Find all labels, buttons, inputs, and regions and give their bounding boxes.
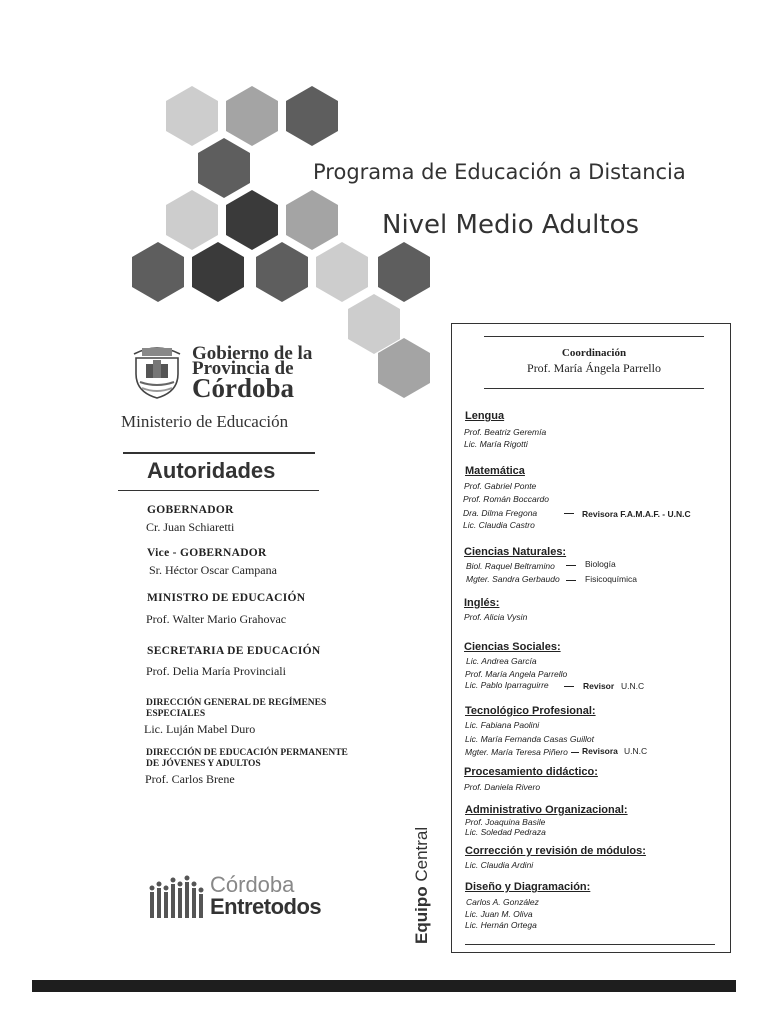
soc-member-2: Prof. María Angela Parrello [465,669,568,679]
coat-of-arms-icon [128,344,186,400]
nat-area-2: Fisicoquímica [585,574,637,584]
hexagon-shape [132,242,184,302]
nat-member-2: Mgter. Sandra Gerbaudo [466,574,560,584]
gov-line-2: Provincia de [192,358,294,379]
team-vertical-label [412,827,432,944]
team-vertical-bold: Equipo [412,886,431,944]
hexagon-shape [166,190,218,250]
program-title: Programa de Educación a Distancia [313,160,686,184]
gov-line-1: Gobierno de la [192,343,313,364]
nat-area-1: Biología [585,559,616,569]
section-sociales: Ciencias Sociales: [464,641,561,653]
depja-role-line-1: DIRECCIÓN DE EDUCACIÓN PERMANENTE [146,748,348,758]
dgre-name: Lic. Luján Mabel Duro [144,722,256,736]
hexagon-shape [166,86,218,146]
hexagon-shape [378,242,430,302]
ing-member-1: Prof. Alicia Vysin [464,612,528,622]
dis-member-2: Lic. Juan M. Oliva [465,909,533,919]
logo-cordoba: Córdoba [210,872,295,897]
dis-member-1: Carlos A. González [466,897,539,907]
mat-member-1: Prof. Gabriel Ponte [464,481,537,491]
ministry-name: Ministerio de Educación [121,412,289,431]
section-naturales: Ciencias Naturales: [464,546,567,558]
divider-line [465,944,715,945]
soc-member-3: Lic. Pablo Iparraguirre [465,680,549,690]
depja-role-line-2: DE JÓVENES Y ADULTOS [146,759,261,769]
government-logo [128,344,328,404]
tec-revisora-unc: U.N.C [624,746,648,756]
bars-icon [148,874,206,918]
level-title: Nivel Medio Adultos [382,210,640,240]
gov-line-3: Córdoba [192,373,295,403]
dash [564,686,574,687]
section-procesamiento: Procesamiento didáctico: [464,766,598,778]
dgre-role-line-1: DIRECCIÓN GENERAL DE REGÍMENES [146,698,327,708]
hexagon-shape [316,242,368,302]
depja-name: Prof. Carlos Brene [145,772,235,786]
coordination-name: Prof. María Ángela Parrello [527,361,661,375]
hexagon-shape [256,242,308,302]
tec-member-1: Lic. Fabiana Paolini [465,720,540,730]
section-ingles: Inglés: [464,597,500,609]
lengua-member-2: Lic. María Rigotti [464,439,528,449]
logo-todos: todos [263,894,322,919]
hexagon-shape [226,190,278,250]
footer-bar [32,980,736,992]
dash [566,565,576,566]
secretaria-role: SECRETARIA DE EDUCACIÓN [147,645,321,657]
mat-member-3: Dra. Dilma Fregona [463,508,538,518]
soc-revisor-unc: U.N.C [621,681,645,691]
divider-line [484,336,704,337]
adm-member-2: Lic. Soledad Pedraza [465,827,546,837]
tec-revisora: Revisora [582,746,618,756]
ministro-role: MINISTRO DE EDUCACIÓN [147,592,306,604]
section-diseno: Diseño y Diagramación: [465,881,591,893]
soc-member-1: Lic. Andrea García [466,656,537,666]
secretaria-name: Prof. Delia María Provinciali [146,664,286,678]
coordination-title: Coordinación [561,347,627,359]
logo-entretodos [210,894,321,920]
soc-revisor: Revisor [583,681,615,691]
section-administrativo: Administrativo Organizacional: [465,804,628,816]
hexagon-shape [192,242,244,302]
dash [571,752,579,753]
mat-member-2: Prof. Román Boccardo [463,494,549,504]
divider-line [118,490,319,491]
hexagon-shape [286,190,338,250]
tec-member-3: Mgter. María Teresa Piñero [465,747,568,757]
hexagon-shape [286,86,338,146]
team-vertical-light: Central [412,826,431,882]
vice-role: Vice - GOBERNADOR [147,547,267,559]
nat-member-1: Biol. Raquel Beltramino [466,561,555,571]
mat-revisora: Revisora F.A.M.A.F. - U.N.C [582,509,691,519]
corr-member-1: Lic. Claudia Ardini [465,860,534,870]
dis-member-3: Lic. Hernán Ortega [465,920,537,930]
authorities-title: Autoridades [147,458,276,483]
dash [566,580,576,581]
ministro-name: Prof. Walter Mario Grahovac [146,612,287,626]
dash [564,513,574,514]
gobernador-name: Cr. Juan Schiaretti [146,520,235,534]
vice-name: Sr. Héctor Oscar Campana [149,563,277,577]
divider-line [123,452,315,454]
cordoba-entretodos-logo [148,874,338,924]
lengua-member-1: Prof. Beatriz Geremía [464,427,547,437]
section-matematica: Matemática [465,465,525,477]
divider-line [484,388,704,389]
gobernador-role: GOBERNADOR [147,504,234,516]
adm-member-1: Prof. Joaquina Basile [465,817,546,827]
section-tecnologico: Tecnológico Profesional: [465,705,596,717]
tec-member-2: Lic. María Fernanda Casas Guillot [465,734,594,744]
section-lengua: Lengua [465,410,505,422]
proc-member-1: Prof. Daniela Rivero [464,782,541,792]
section-correccion: Corrección y revisión de módulos: [465,845,646,857]
logo-entre: Entre [210,894,264,919]
hexagon-shape [198,138,250,198]
dgre-role-line-2: ESPECIALES [146,709,206,719]
hexagon-shape [226,86,278,146]
mat-member-4: Lic. Claudia Castro [463,520,535,530]
